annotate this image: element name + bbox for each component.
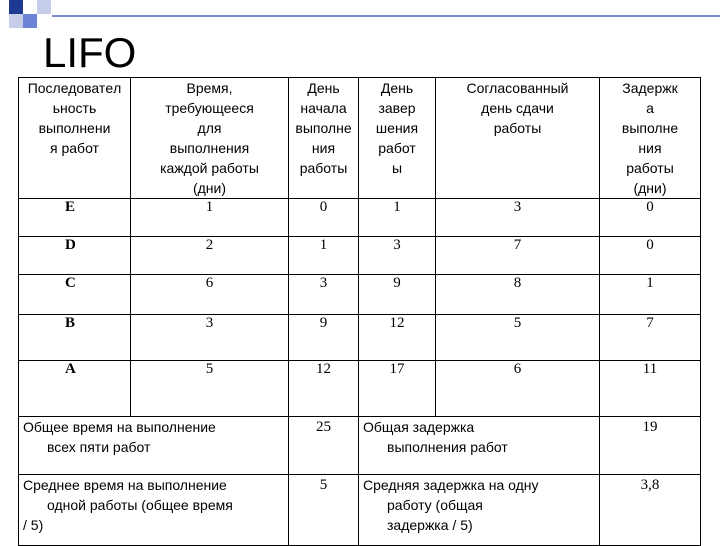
label-line: Средняя задержка на одну (363, 477, 539, 493)
decor-square-mid (23, 14, 37, 28)
label-line: одной работы (общее время (47, 497, 233, 513)
cell-job: E (19, 199, 131, 237)
cell-time: 2 (131, 237, 289, 275)
decor-square-dark (9, 0, 23, 14)
avg-time-label (19, 475, 289, 546)
label-line: выполнения работ (387, 439, 508, 455)
cell-end: 1 (359, 199, 436, 237)
avg-delay-label (359, 475, 600, 546)
total-time-value: 25 (289, 417, 359, 475)
header-line: работы (493, 120, 542, 136)
cell-end: 3 (359, 237, 436, 275)
cell-start: 12 (289, 361, 359, 417)
header-delay (600, 78, 701, 199)
header-start-day (289, 78, 359, 199)
label-line: / 5) (23, 517, 44, 533)
table-row (19, 237, 701, 275)
header-line: каждой работы (160, 160, 259, 176)
decor-square-light (9, 14, 23, 28)
decor-square-light (37, 0, 51, 14)
table-row (19, 361, 701, 417)
summary-row-totals (19, 417, 701, 475)
cell-delay: 11 (600, 361, 701, 417)
avg-time-value: 5 (289, 475, 359, 546)
header-line: выполнения (169, 140, 250, 156)
header-line: (дни) (192, 180, 227, 196)
header-line: работы (299, 160, 348, 176)
header-line: Последоватeл (27, 80, 122, 96)
header-sequence (19, 78, 131, 199)
cell-end: 12 (359, 315, 436, 361)
cell-job: A (19, 361, 131, 417)
cell-due: 8 (436, 275, 600, 315)
cell-time: 3 (131, 315, 289, 361)
header-line: ния (311, 140, 336, 156)
header-row (19, 78, 701, 199)
label-line: работу (общая (387, 497, 483, 513)
decor-square-white (23, 0, 37, 14)
cell-due: 5 (436, 315, 600, 361)
table-row (19, 275, 701, 315)
cell-start: 3 (289, 275, 359, 315)
cell-due: 6 (436, 361, 600, 417)
total-delay-label (359, 417, 600, 475)
header-line: день сдачи (481, 100, 554, 116)
header-line: шения (375, 120, 419, 136)
cell-time: 6 (131, 275, 289, 315)
header-line: а (646, 100, 654, 116)
header-due-day (436, 78, 600, 199)
header-line: выполне (295, 120, 352, 136)
avg-delay-value: 3,8 (600, 475, 701, 546)
header-line: выполне (621, 120, 679, 136)
cell-due: 7 (436, 237, 600, 275)
label-line: задержка / 5) (387, 517, 473, 533)
cell-delay: 1 (600, 275, 701, 315)
cell-job: D (19, 237, 131, 275)
header-line: для (197, 120, 222, 136)
header-line: выполнени (38, 120, 111, 136)
label-line: Среднее время на выполнение (23, 477, 227, 493)
header-line: День (307, 80, 340, 96)
table-row (19, 199, 701, 237)
header-end-day (359, 78, 436, 199)
header-line: (дни) (633, 180, 667, 196)
cell-job: C (19, 275, 131, 315)
header-line: завер (378, 100, 416, 116)
cell-start: 0 (289, 199, 359, 237)
header-line: требующееся (165, 100, 254, 116)
header-line: начала (300, 100, 347, 116)
cell-start: 9 (289, 315, 359, 361)
header-line: ния (638, 140, 662, 156)
cell-job: B (19, 315, 131, 361)
cell-start: 1 (289, 237, 359, 275)
cell-delay: 0 (600, 199, 701, 237)
label-line: всех пяти работ (47, 439, 151, 455)
summary-row-averages (19, 475, 701, 546)
header-line: Согласованный (466, 80, 569, 96)
header-line: День (380, 80, 414, 96)
header-line: Время, (186, 80, 233, 96)
title-rule (52, 15, 720, 17)
cell-due: 3 (436, 199, 600, 237)
header-line: работы (626, 160, 674, 176)
header-line: Задержк (622, 80, 678, 96)
cell-delay: 7 (600, 315, 701, 361)
lifo-table (18, 77, 701, 546)
slide-title: LIFO (43, 29, 137, 76)
header-duration (131, 78, 289, 199)
total-delay-value: 19 (600, 417, 701, 475)
cell-delay: 0 (600, 237, 701, 275)
header-line: ы (391, 160, 403, 176)
table-row (19, 315, 701, 361)
total-time-label (19, 417, 289, 475)
label-line: Общее время на выполнение (23, 419, 216, 435)
cell-time: 1 (131, 199, 289, 237)
header-line: я работ (50, 140, 99, 156)
cell-end: 9 (359, 275, 436, 315)
cell-time: 5 (131, 361, 289, 417)
cell-end: 17 (359, 361, 436, 417)
header-line: работ (378, 140, 416, 156)
label-line: Общая задержка (363, 419, 475, 435)
header-line: ьность (52, 100, 97, 116)
